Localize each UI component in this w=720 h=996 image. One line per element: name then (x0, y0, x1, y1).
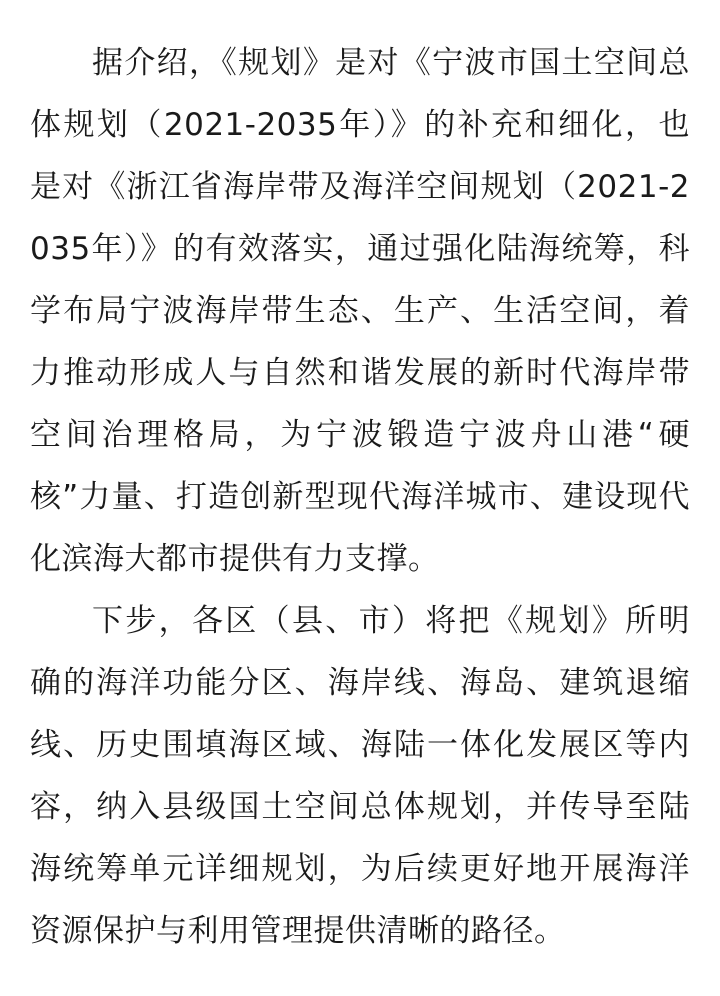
paragraph-1: 据介绍，《规划》是对《宁波市国土空间总体规划（2021-2035年）》的补充和细化，也是对《浙江省海岸带及海洋空间规划（2021-2035年）》的有效落实，通过强化陆海统筹，科学布局宁波海岸带生态、生产、生活空间，着力推动形成人与自然和谐发展的新时代海岸带空间治理格局，为宁波锻造宁波舟山港“硬核”力量、打造创新型现代海洋城市、建设现代化滨海大都市提供有力支撑。 (30, 45, 690, 577)
paragraph-2: 下步，各区（县、市）将把《规划》所明确的海洋功能分区、海岸线、海岛、建筑退缩线、历史围填海区域、海陆一体化发展区等内容，纳入县级国土空间总体规划，并传导至陆海统筹单元详细规划，为后续更好地开展海洋资源保护与利用管理提供清晰的路径。 (30, 603, 690, 949)
article-body (30, 32, 690, 962)
